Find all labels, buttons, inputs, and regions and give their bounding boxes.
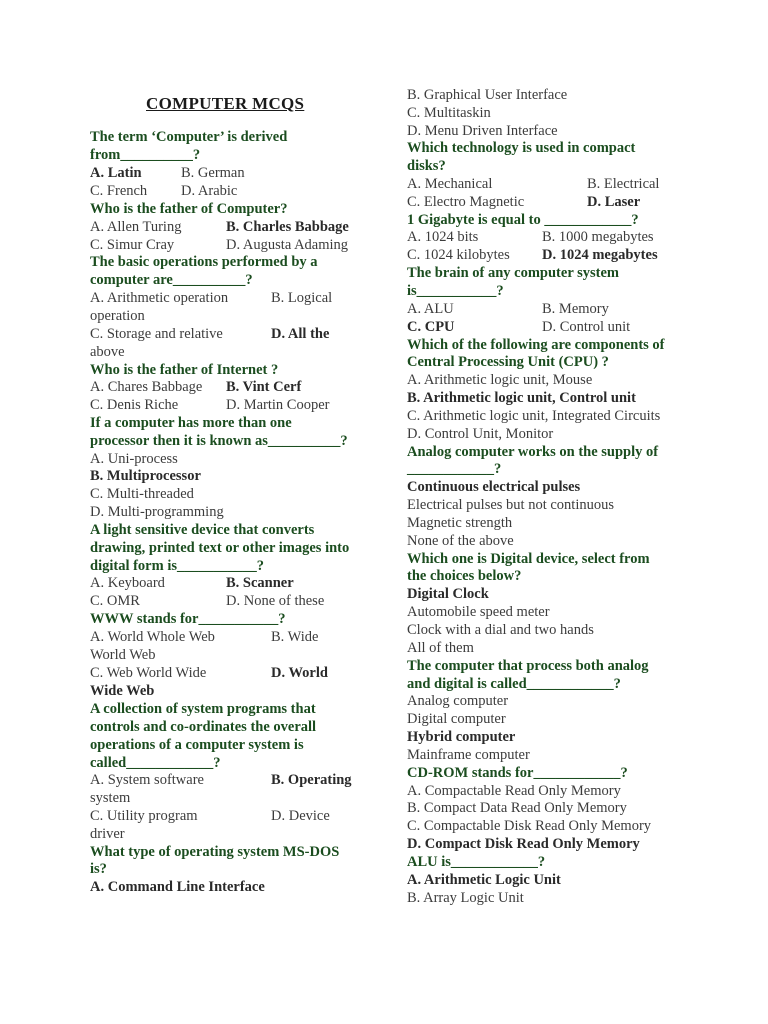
question-text: Central Processing Unit (CPU) ? <box>407 354 609 370</box>
question-text: ____________? <box>407 461 502 477</box>
correct-option: Wide Web <box>90 683 155 699</box>
question-text: computer are__________? <box>90 272 253 288</box>
option: Clock with a dial and two hands <box>407 622 594 638</box>
option: C. Electro Magnetic <box>407 194 525 210</box>
correct-option: B. Charles Babbage <box>226 219 349 235</box>
option: D. Augusta Adaming <box>226 237 349 253</box>
option: B. Logical <box>271 290 333 306</box>
option: C. OMR <box>90 593 140 609</box>
option: above <box>90 344 125 360</box>
question-text: The term ‘Computer’ is derived <box>90 129 288 145</box>
option: D. Device <box>271 808 330 824</box>
correct-option: D. 1024 megabytes <box>542 247 658 263</box>
question-text: Which of the following are components of <box>407 337 665 353</box>
option: A. 1024 bits <box>407 229 479 245</box>
option: Mainframe computer <box>407 747 530 763</box>
correct-option: Hybrid computer <box>407 729 516 745</box>
question-text: Which one is Digital device, select from <box>407 551 650 567</box>
correct-option: B. Scanner <box>226 575 294 591</box>
question-text: Who is the father of Internet ? <box>90 362 279 378</box>
option: Automobile speed meter <box>407 604 550 620</box>
option: C. Utility program <box>90 808 198 824</box>
option: C. Web World Wide <box>90 665 207 681</box>
page-title: COMPUTER MCQS <box>146 94 305 113</box>
option: D. Martin Cooper <box>226 397 330 413</box>
question-text: If a computer has more than one <box>90 415 292 431</box>
option: C. Multi-threaded <box>90 486 194 502</box>
option: C. Arithmetic logic unit, Integrated Circuits <box>407 408 661 424</box>
option: D. Arabic <box>181 183 238 199</box>
option: B. Electrical <box>587 176 660 192</box>
question-text: A light sensitive device that converts <box>90 522 315 538</box>
option: C. Denis Riche <box>90 397 179 413</box>
option: B. 1000 megabytes <box>542 229 654 245</box>
question-text: disks? <box>407 158 446 174</box>
option: A. World Whole Web <box>90 629 215 645</box>
question-text: Which technology is used in compact <box>407 140 636 156</box>
question-text: and digital is called____________? <box>407 676 621 692</box>
question-text: processor then it is known as__________? <box>90 433 348 449</box>
question-text: called____________? <box>90 755 221 771</box>
option: Analog computer <box>407 693 509 709</box>
option: D. Menu Driven Interface <box>407 123 558 139</box>
option: B. Memory <box>542 301 609 317</box>
option: D. None of these <box>226 593 325 609</box>
option: C. French <box>90 183 148 199</box>
correct-option: D. Laser <box>587 194 641 210</box>
question-text: ALU is____________? <box>407 854 546 870</box>
question-text: is? <box>90 861 107 877</box>
correct-option: D. Compact Disk Read Only Memory <box>407 836 640 852</box>
question-text: from__________? <box>90 147 201 163</box>
correct-option: A. Command Line Interface <box>90 879 265 895</box>
correct-option: A. Latin <box>90 165 142 181</box>
option: A. Compactable Read Only Memory <box>407 783 621 799</box>
option: Electrical pulses but not continuous <box>407 497 614 513</box>
option: Digital computer <box>407 711 506 727</box>
option: A. Keyboard <box>90 575 165 591</box>
option: B. Array Logic Unit <box>407 890 524 906</box>
option: B. Wide <box>271 629 319 645</box>
question-text: 1 Gigabyte is equal to ____________? <box>407 212 639 228</box>
option: C. Storage and relative <box>90 326 223 342</box>
option: All of them <box>407 640 474 656</box>
correct-option: D. World <box>271 665 328 681</box>
question-text: Who is the father of Computer? <box>90 201 288 217</box>
option: operation <box>90 308 145 324</box>
option: system <box>90 790 131 806</box>
correct-option: Continuous electrical pulses <box>407 479 581 495</box>
option: None of the above <box>407 533 514 549</box>
option: A. Arithmetic logic unit, Mouse <box>407 372 593 388</box>
question-text: Analog computer works on the supply of <box>407 444 659 460</box>
option: A. System software <box>90 772 204 788</box>
option: A. Allen Turing <box>90 219 182 235</box>
option: D. Control Unit, Monitor <box>407 426 554 442</box>
option: A. Chares Babbage <box>90 379 203 395</box>
option: A. ALU <box>407 301 454 317</box>
option: A. Mechanical <box>407 176 493 192</box>
option: C. 1024 kilobytes <box>407 247 510 263</box>
correct-option: B. Arithmetic logic unit, Control unit <box>407 390 636 406</box>
question-text: operations of a computer system is <box>90 737 304 753</box>
question-text: The computer that process both analog <box>407 658 649 674</box>
option: Magnetic strength <box>407 515 513 531</box>
question-text: controls and co-ordinates the overall <box>90 719 317 735</box>
correct-option: B. Multiprocessor <box>90 468 201 484</box>
correct-option: B. Vint Cerf <box>226 379 302 395</box>
question-text: The brain of any computer system <box>407 265 619 281</box>
question-text: WWW stands for___________? <box>90 611 286 627</box>
option: C. Simur Cray <box>90 237 175 253</box>
question-text: the choices below? <box>407 568 522 584</box>
option: D. Multi-programming <box>90 504 224 520</box>
correct-option: C. CPU <box>407 319 455 335</box>
correct-option: A. Arithmetic Logic Unit <box>407 872 561 888</box>
question-text: The basic operations performed by a <box>90 254 318 270</box>
option: A. Arithmetic operation <box>90 290 229 306</box>
question-text: is___________? <box>407 283 504 299</box>
option: C. Multitaskin <box>407 105 491 121</box>
correct-option: D. All the <box>271 326 330 342</box>
question-text: CD-ROM stands for____________? <box>407 765 628 781</box>
question-text: A collection of system programs that <box>90 701 316 717</box>
question-text: digital form is___________? <box>90 558 264 574</box>
option: B. German <box>181 165 245 181</box>
option: World Web <box>90 647 156 663</box>
correct-option: B. Operating <box>271 772 352 788</box>
correct-option: Digital Clock <box>407 586 489 602</box>
option: driver <box>90 826 125 842</box>
option: C. Compactable Disk Read Only Memory <box>407 818 652 834</box>
option: D. Control unit <box>542 319 631 335</box>
option: B. Graphical User Interface <box>407 87 568 103</box>
question-text: drawing, printed text or other images into <box>90 540 350 556</box>
option: B. Compact Data Read Only Memory <box>407 800 627 816</box>
option: A. Uni-process <box>90 451 178 467</box>
question-text: What type of operating system MS-DOS <box>90 844 340 860</box>
